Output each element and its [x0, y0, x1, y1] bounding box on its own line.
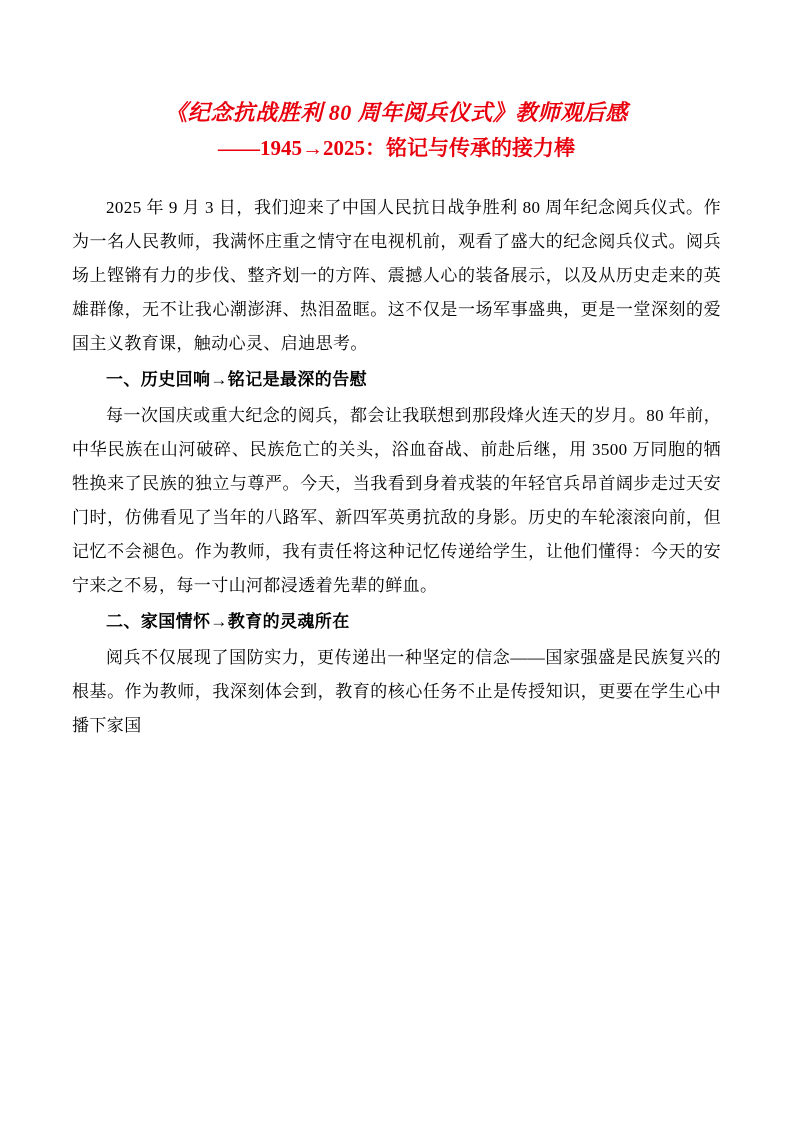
section-heading-2: 二、家国情怀→教育的灵魂所在 [106, 611, 350, 631]
section-heading-1: 一、历史回响→铭记是最深的告慰 [106, 369, 367, 389]
page-title: 《纪念抗战胜利 80 周年阅兵仪式》教师观后感 [165, 100, 628, 125]
paragraph-section-2: 阅兵不仅展现了国防实力，更传递出一种坚定的信念——国家强盛是民族复兴的根基。作为教师，我深刻体会到，教育的核心任务不止是传授知识，更要在学生心中播下家国 [72, 647, 721, 735]
paragraph-intro: 2025 年 9 月 3 日，我们迎来了中国人民抗日战争胜利 80 周年纪念阅兵仪式。作为一名人民教师，我满怀庄重之情守在电视机前，观看了盛大的纪念阅兵仪式。阅兵场上铿锵有力的步伐、整齐划一的方阵、震撼人心的装备展示，以及从历史走来的英雄群像，无不让我心潮澎湃、热泪盈眶。这不仅是一场军事盛典，更是一堂深刻的爱国主义教育课，触动心灵、启迪思考。 [72, 197, 721, 353]
page-subtitle: ——1945→2025：铭记与传承的接力棒 [218, 136, 575, 161]
paragraph-section-1: 每一次国庆或重大纪念的阅兵，都会让我联想到那段烽火连天的岁月。80 年前，中华民族在山河破碎、民族危亡的关头，浴血奋战、前赴后继，用 3500 万同胞的牺牲换来了民族的独立与尊严。今天，当我看到身着戎装的年轻官兵昂首阔步走过天安门时，仿佛看见了当年的八路军、新四军英勇抗敌的身影。历史的车轮滚滚向前，但记忆不会褪色。作为教师，我有责任将这种记忆传递给学生，让他们懂得：今天的安宁来之不易，每一寸山河都浸透着先辈的鲜血。 [72, 405, 721, 595]
